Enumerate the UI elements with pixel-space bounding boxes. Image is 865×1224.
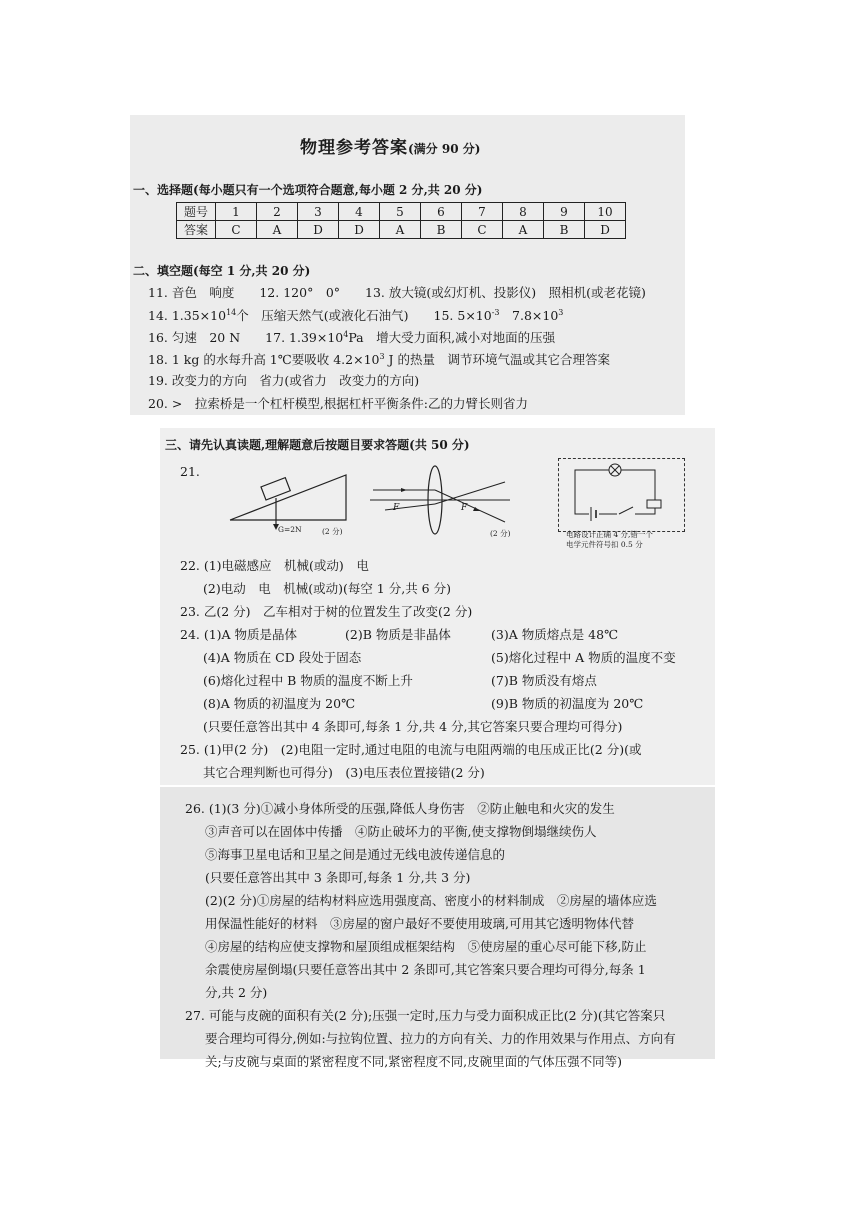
answer-line-19: 19. 改变力的方向 省力(或省力 改变力的方向) bbox=[148, 373, 420, 388]
table-cell: 10 bbox=[585, 203, 626, 221]
answer-line-26-5: (2)(2 分)①房屋的结构材料应选用强度高、密度小的材料制成 ②房屋的墙体应选 bbox=[205, 893, 657, 908]
answer-table bbox=[176, 202, 626, 239]
answer-line-24-1: 24. (1)A 物质是晶体 bbox=[180, 627, 298, 642]
answer-line-24-2: (2)B 物质是非晶体 bbox=[345, 627, 451, 642]
table-cell: 4 bbox=[339, 203, 380, 221]
answer-line-24-9: (9)B 物质的初温度为 20℃ bbox=[491, 696, 644, 711]
table-cell: D bbox=[585, 221, 626, 239]
table-cell: 7 bbox=[462, 203, 503, 221]
table-cell: 1 bbox=[216, 203, 257, 221]
table-cell: 6 bbox=[421, 203, 462, 221]
answer-line-26-1: 26. (1)(3 分)①减小身体所受的压强,降低人身伤害 ②防止触电和火灾的发生 bbox=[185, 801, 615, 816]
answer-line-24-7: (7)B 物质没有熔点 bbox=[491, 673, 597, 688]
answer-line-26-7: ④房屋的结构应使支撑物和屋顶组成框架结构 ⑤使房屋的重心尽可能下移,防止 bbox=[205, 939, 647, 954]
table-cell: A bbox=[503, 221, 544, 239]
answer-line-24-note: (只要任意答出其中 4 条即可,每条 1 分,共 4 分,其它答案只要合理均可得分) bbox=[203, 719, 623, 734]
gravity-label: G=2N bbox=[278, 525, 302, 534]
table-cell: 8 bbox=[503, 203, 544, 221]
table-cell: 3 bbox=[298, 203, 339, 221]
answer-line-26-6: 用保温性能好的材料 ③房屋的窗户最好不要使用玻璃,可用其它透明物体代替 bbox=[205, 916, 634, 931]
answer-line-26-2: ③声音可以在固体中传播 ④防止破坏力的平衡,使支撑物倒塌继续伤人 bbox=[205, 824, 597, 839]
convex-lens-diagram bbox=[365, 460, 515, 540]
answer-line-24-3: (3)A 物质熔点是 48℃ bbox=[491, 627, 619, 642]
answer-line-26-3: ⑤海事卫星电话和卫星之间是通过无线电波传递信息的 bbox=[205, 847, 506, 862]
table-cell: A bbox=[257, 221, 298, 239]
circuit-note-line1: 电路设计正确 4 分,错一个 bbox=[566, 530, 653, 539]
table-cell: 9 bbox=[544, 203, 585, 221]
circuit-note-line2: 电学元件符号扣 0.5 分 bbox=[566, 540, 643, 549]
question-21-label: 21. bbox=[180, 464, 200, 479]
answer-line-24-8: (8)A 物质的初温度为 20℃ bbox=[203, 696, 356, 711]
table-row bbox=[177, 203, 626, 221]
section1-heading: 一、选择题(每小题只有一个选项符合题意,每小题 2 分,共 20 分) bbox=[133, 183, 483, 197]
answer-line-23: 23. 乙(2 分) 乙车相对于树的位置发生了改变(2 分) bbox=[180, 604, 473, 619]
answer-line-18: 18. 1 kg 的水每升高 1℃要吸收 $4.2\times 10^3$ J 的热量 调节环境气温或其它合理答案 bbox=[148, 352, 611, 368]
table-cell: A bbox=[380, 221, 421, 239]
answer-line-27-1: 27. 可能与皮碗的面积有关(2 分);压强一定时,压力与受力面积成正比(2 分)(其它答案只 bbox=[185, 1008, 666, 1023]
table-cell: 5 bbox=[380, 203, 421, 221]
figure2-score: (2 分) bbox=[490, 529, 511, 538]
circuit-diagram bbox=[565, 462, 675, 524]
section3-heading: 三、请先认真读题,理解题意后按题目要求答题(共 50 分) bbox=[165, 438, 470, 452]
answer-line-24-5: (5)熔化过程中 A 物质的温度不变 bbox=[491, 650, 676, 665]
table-cell: C bbox=[216, 221, 257, 239]
answer-line-26-9: 分,共 2 分) bbox=[205, 985, 268, 1000]
answer-line-11-13: 11. 音色 响度 12. 120° 0° 13. 放大镜(或幻灯机、投影仪) 照相机(或老花镜) bbox=[148, 285, 646, 300]
focus-label-right: F bbox=[461, 503, 468, 513]
page-subtitle: (满分 90 分) bbox=[408, 142, 481, 156]
answer-line-25a: 25. (1)甲(2 分) (2)电阻一定时,通过电阻的电流与电阻两端的电压成正比(2 分)(或 bbox=[180, 742, 642, 757]
answer-line-20: 20. > 拉索桥是一个杠杆模型,根据杠杆平衡条件:乙的力臂长则省力 bbox=[148, 396, 529, 411]
answer-line-26-8: 余震使房屋倒塌(只要任意答出其中 2 条即可,其它答案只要合理均可得分,每条 1 bbox=[205, 962, 646, 977]
page-title: 物理参考答案(满分 90 分) bbox=[300, 138, 481, 158]
table-cell: 2 bbox=[257, 203, 298, 221]
answer-line-24-4: (4)A 物质在 CD 段处于固态 bbox=[203, 650, 362, 665]
answer-line-27-2: 要合理均可得分,例如:与拉钩位置、拉力的方向有关、力的作用效果与作用点、方向有 bbox=[205, 1031, 676, 1046]
answer-line-24-6: (6)熔化过程中 B 物质的温度不断上升 bbox=[203, 673, 413, 688]
table-header-cell: 题号 bbox=[177, 203, 216, 221]
answer-line-14-15: 14. $1.35\times 10^{14}$个 压缩天然气(或液化石油气) 15. $5\times 10^{-3}$ $7.8\times 10^3$ bbox=[148, 308, 564, 324]
table-cell: D bbox=[298, 221, 339, 239]
table-cell: B bbox=[421, 221, 462, 239]
answer-line-26-4: (只要任意答出其中 3 条即可,每条 1 分,共 3 分) bbox=[205, 870, 471, 885]
answer-line-22a: 22. (1)电磁感应 机械(或动) 电 bbox=[180, 558, 369, 573]
section2-heading: 二、填空题(每空 1 分,共 20 分) bbox=[133, 264, 311, 278]
table-header-cell: 答案 bbox=[177, 221, 216, 239]
figure1-score: (2 分) bbox=[322, 527, 343, 536]
answer-line-27-3: 关;与皮碗与桌面的紧密程度不同,紧密程度不同,皮碗里面的气体压强不同等) bbox=[205, 1054, 623, 1069]
answer-line-25b: 其它合理判断也可得分) (3)电压表位置接错(2 分) bbox=[203, 765, 485, 780]
table-cell: B bbox=[544, 221, 585, 239]
table-row bbox=[177, 221, 626, 239]
answer-line-22b: (2)电动 电 机械(或动)(每空 1 分,共 6 分) bbox=[203, 581, 451, 596]
answer-line-16-17: 16. 匀速 20 N 17. $1.39\times 10^4Pa$ 增大受力面积,减小对地面的压强 bbox=[148, 330, 556, 346]
table-cell: C bbox=[462, 221, 503, 239]
table-cell: D bbox=[339, 221, 380, 239]
focus-label-left: F bbox=[393, 503, 400, 513]
